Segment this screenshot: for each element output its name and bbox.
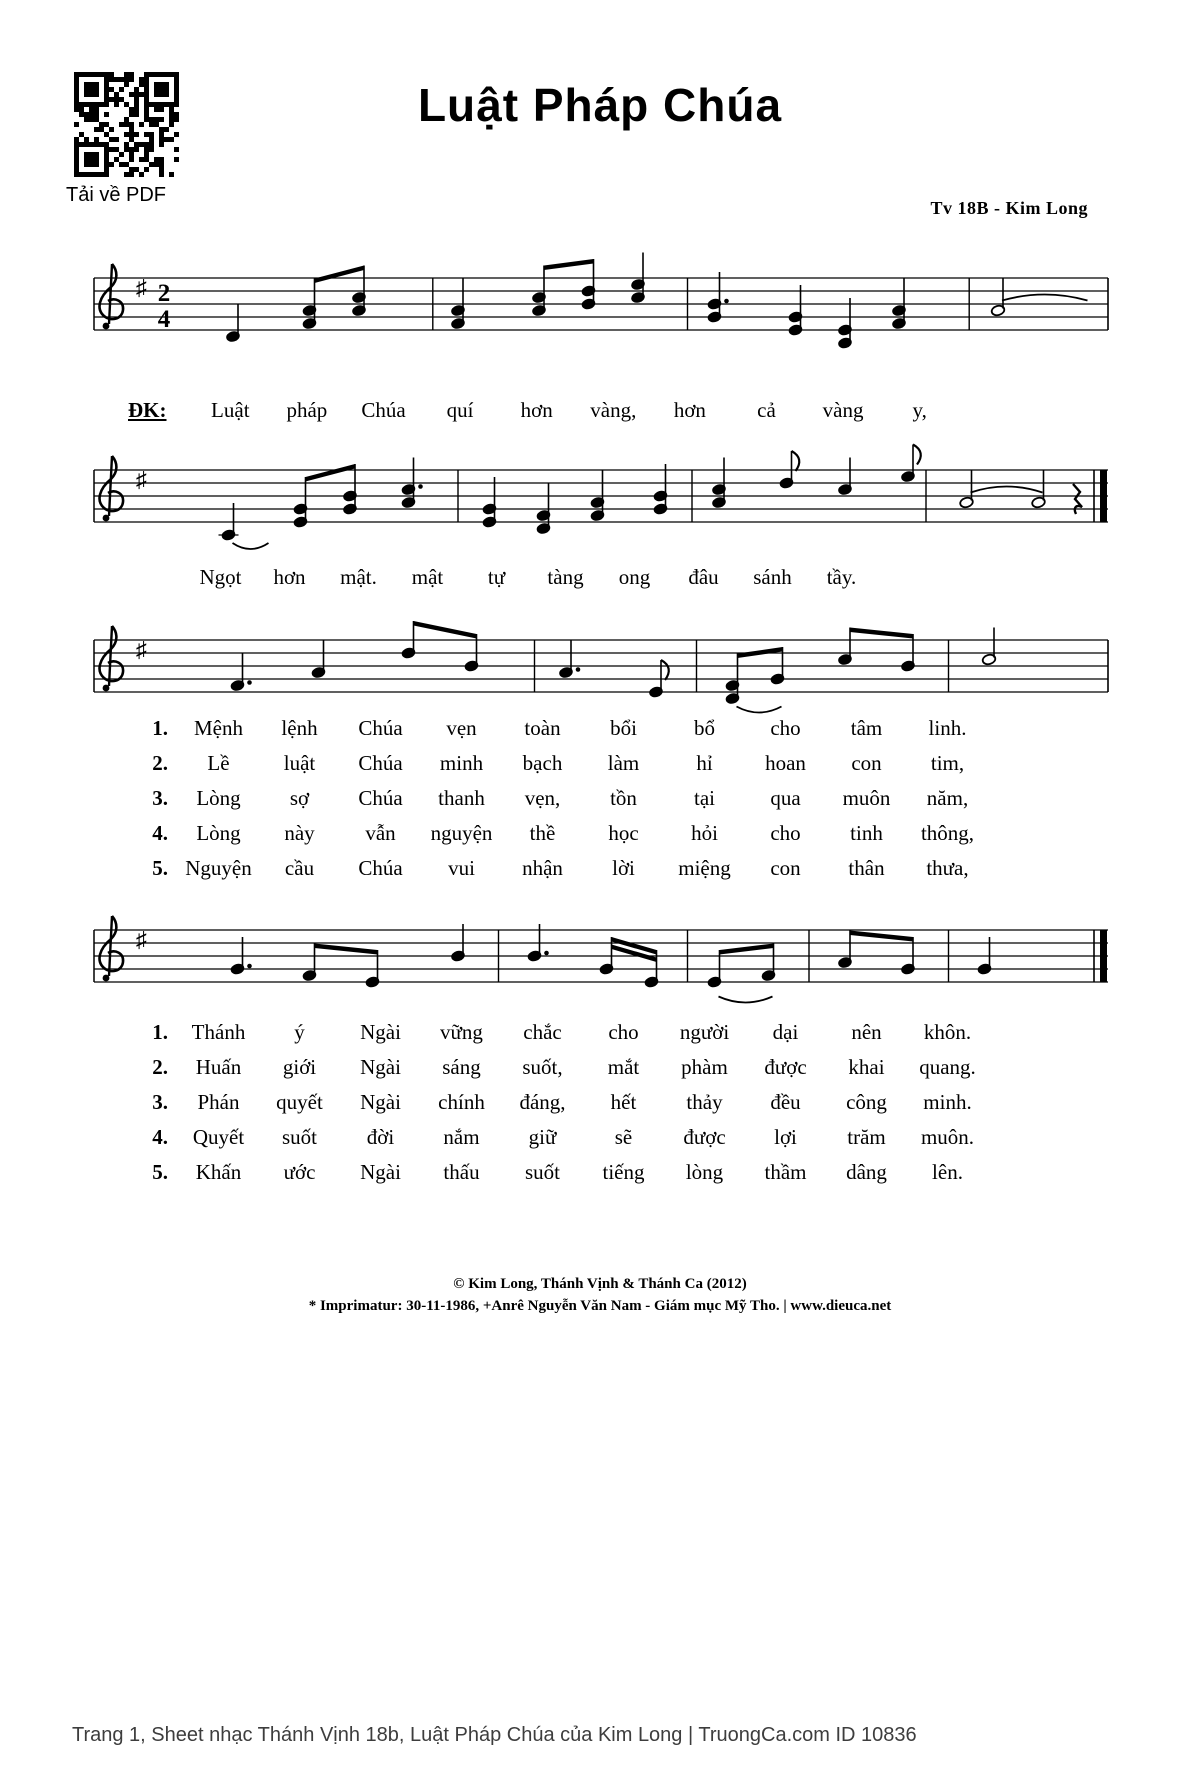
lyric-word: đời: [366, 1125, 395, 1149]
svg-text:2: 2: [157, 280, 171, 307]
verse-row: [128, 821, 988, 856]
verse-row: [128, 856, 988, 891]
lyric-word: Lòng: [196, 786, 241, 810]
verse-number: 2.: [152, 751, 168, 775]
verse-block-2: [128, 1020, 988, 1195]
lyric-word: thầm: [764, 1160, 807, 1184]
music-staff-2: [88, 440, 1112, 565]
verse-number: 1.: [152, 716, 168, 740]
lyric-word: con: [851, 751, 882, 775]
lyric-word: công: [846, 1090, 887, 1114]
lyric-word: thảy: [686, 1090, 723, 1114]
lyric-word: đều: [770, 1090, 801, 1114]
lyric-word: ong: [618, 565, 651, 589]
lyric-word: vui: [448, 856, 475, 880]
lyric-word: người: [679, 1020, 730, 1044]
lyric-word: Ngọt: [199, 565, 242, 589]
footer-caption: Trang 1, Sheet nhạc Thánh Vịnh 18b, Luật Pháp Chúa của Kim Long | TruongCa.com ID 10836: [72, 1724, 917, 1746]
verse-number: 2.: [152, 1055, 168, 1079]
lyric-word: tâm: [850, 716, 883, 740]
lyric-word: luật: [283, 751, 316, 775]
lyric-word: mắt: [607, 1055, 640, 1079]
refrain-line-2: [186, 565, 876, 590]
verse-row: [128, 716, 988, 751]
lyric-word: Luật: [211, 398, 250, 422]
lyric-word: Ngài: [360, 1160, 401, 1184]
lyric-word: miệng: [678, 856, 731, 880]
lyric-word: Lề: [207, 751, 230, 775]
verse-row: [128, 1055, 988, 1090]
lyric-word: quyết: [276, 1090, 323, 1114]
lyric-word: dâng: [846, 1160, 887, 1184]
lyric-word: thề: [529, 821, 556, 845]
lyric-word: bổi: [610, 716, 637, 740]
lyric-word: minh: [439, 751, 484, 775]
lyric-word: thanh: [438, 786, 485, 810]
refrain-label: ĐK:: [128, 398, 167, 422]
lyric-word: chắc: [523, 1020, 562, 1044]
lyric-word: thân: [848, 856, 885, 880]
lyric-word: Ngài: [360, 1090, 401, 1114]
verse-number: 1.: [152, 1020, 168, 1044]
lyric-word: cho: [770, 716, 801, 740]
lyric-word: đáng,: [519, 1090, 566, 1114]
lyric-word: hoan: [765, 751, 806, 775]
lyric-word: sánh: [753, 565, 792, 589]
lyric-word: linh.: [928, 716, 967, 740]
download-pdf-link[interactable]: Tải về PDF: [66, 184, 167, 206]
lyric-word: hơn: [673, 398, 706, 422]
lyric-word: bổ: [694, 716, 715, 740]
svg-text:♯: ♯: [136, 467, 147, 492]
lyric-word: muôn.: [920, 1125, 975, 1149]
lyric-word: quí: [446, 398, 474, 422]
lyric-word: ước: [283, 1160, 316, 1184]
lyric-word: Chúa: [358, 786, 403, 810]
verse-row: [128, 751, 988, 786]
lyric-word: nên: [851, 1020, 882, 1044]
lyric-word: vẹn: [446, 716, 477, 740]
lyric-word: Mệnh: [194, 716, 243, 740]
lyric-word: nguyện: [430, 821, 493, 845]
lyric-word: thấu: [443, 1160, 480, 1184]
lyric-word: lòng: [685, 1160, 724, 1184]
lyric-word: Thánh: [191, 1020, 246, 1044]
lyric-word: giới: [282, 1055, 317, 1079]
lyric-word: khai: [848, 1055, 885, 1079]
lyric-word: khôn.: [923, 1020, 972, 1044]
composer-credit: Tv 18B - Kim Long: [930, 198, 1088, 218]
lyric-word: tồn: [610, 786, 637, 810]
lyric-word: giữ: [528, 1125, 557, 1149]
svg-text:♯: ♯: [136, 927, 147, 952]
lyric-word: Lòng: [196, 821, 241, 845]
verse-block-1: [128, 716, 988, 891]
music-staff-1: [88, 245, 1112, 370]
lyric-word: Chúa: [358, 856, 403, 880]
lyric-word: học: [608, 821, 639, 845]
lyric-word: muôn: [842, 786, 891, 810]
lyric-word: tim,: [930, 751, 965, 775]
verse-number: 5.: [152, 856, 168, 880]
lyric-word: lệnh: [281, 716, 318, 740]
lyric-word: được: [683, 1125, 726, 1149]
lyric-word: tàng: [547, 565, 584, 589]
lyric-word: nắm: [443, 1125, 480, 1149]
lyric-word: mật: [411, 565, 444, 589]
lyric-word: vàng,: [590, 398, 637, 422]
lyric-word: Khấn: [195, 1160, 242, 1184]
lyric-word: trăm: [847, 1125, 886, 1149]
lyric-word: tại: [694, 786, 715, 810]
lyric-word: này: [284, 821, 315, 845]
verse-row: [128, 1125, 988, 1160]
verse-number: 3.: [152, 786, 168, 810]
lyric-word: tự: [487, 565, 506, 589]
verse-row: [128, 786, 988, 821]
lyric-word: tầy.: [826, 565, 857, 589]
lyric-word: làm: [607, 751, 640, 775]
lyric-word: minh.: [923, 1090, 972, 1114]
lyric-word: suốt: [281, 1125, 317, 1149]
lyric-word: qua: [770, 786, 801, 810]
lyric-word: cầu: [284, 856, 315, 880]
lyric-word: Chúa: [358, 716, 403, 740]
verse-row: [128, 1020, 988, 1055]
lyric-word: cả: [757, 398, 776, 422]
lyric-word: ý: [294, 1020, 305, 1044]
lyric-word: lời: [612, 856, 635, 880]
lyric-word: tinh: [850, 821, 883, 845]
lyric-word: phàm: [681, 1055, 728, 1079]
lyric-word: hơn: [520, 398, 553, 422]
verse-number: 5.: [152, 1160, 168, 1184]
lyric-word: Ngài: [360, 1055, 401, 1079]
music-staff-4: [88, 902, 1112, 1017]
lyric-word: suốt: [524, 1160, 560, 1184]
lyric-word: vẫn: [365, 821, 396, 845]
verse-row: [128, 1090, 988, 1125]
lyric-word: con: [770, 856, 801, 880]
lyric-word: đâu: [688, 565, 719, 589]
lyric-word: Quyết: [192, 1125, 245, 1149]
lyric-word: thưa,: [926, 856, 969, 880]
lyric-word: hết: [610, 1090, 637, 1114]
lyric-word: suốt,: [522, 1055, 563, 1079]
verse-row: [128, 1160, 988, 1195]
lyric-word: toàn: [524, 716, 561, 740]
lyric-word: cho: [770, 821, 801, 845]
svg-text:♯: ♯: [136, 637, 147, 662]
lyric-word: hỏi: [691, 821, 718, 845]
lyric-word: mật.: [340, 565, 377, 589]
page-title: Luật Pháp Chúa: [417, 79, 783, 131]
lyric-word: được: [764, 1055, 807, 1079]
lyric-word: bạch: [522, 751, 563, 775]
lyric-word: vẹn,: [524, 786, 561, 810]
lyric-word: vững: [440, 1020, 483, 1044]
lyric-word: Huấn: [195, 1055, 242, 1079]
copyright-line-1: © Kim Long, Thánh Vịnh & Thánh Ca (2012): [453, 1276, 747, 1292]
lyric-word: sẽ: [614, 1125, 633, 1149]
lyric-word: nhận: [522, 856, 563, 880]
lyric-word: sáng: [442, 1055, 481, 1079]
lyric-word: Chúa: [361, 398, 406, 422]
lyric-word: tiếng: [602, 1160, 645, 1184]
verse-number: 4.: [152, 821, 168, 845]
lyric-word: năm,: [926, 786, 969, 810]
lyric-word: Phán: [197, 1090, 240, 1114]
lyric-word: lên.: [932, 1160, 963, 1184]
refrain-line-1: [128, 398, 958, 423]
lyric-word: quang.: [919, 1055, 976, 1079]
lyric-word: Ngài: [360, 1020, 401, 1044]
svg-text:♯: ♯: [136, 275, 147, 300]
music-staff-3: [88, 612, 1112, 727]
lyric-word: y,: [912, 398, 927, 422]
lyric-word: hỉ: [696, 751, 713, 775]
svg-text:4: 4: [157, 306, 171, 333]
lyric-word: pháp: [286, 398, 328, 422]
lyric-word: hơn: [273, 565, 306, 589]
lyric-word: cho: [608, 1020, 639, 1044]
lyric-word: sợ: [289, 786, 310, 810]
verse-number: 3.: [152, 1090, 168, 1114]
lyric-word: dại: [772, 1020, 799, 1044]
lyric-word: Chúa: [358, 751, 403, 775]
verse-number: 4.: [152, 1125, 168, 1149]
copyright-line-2: * Imprimatur: 30-11-1986, +Anrê Nguyễn Văn Nam - Giám mục Mỹ Tho. | www.dieuca.net: [308, 1298, 892, 1314]
lyric-word: Nguyện: [185, 856, 252, 880]
lyric-word: chính: [438, 1090, 485, 1114]
lyric-word: vàng: [822, 398, 864, 422]
lyric-word: thông,: [920, 821, 975, 845]
lyric-word: lợi: [774, 1125, 797, 1149]
